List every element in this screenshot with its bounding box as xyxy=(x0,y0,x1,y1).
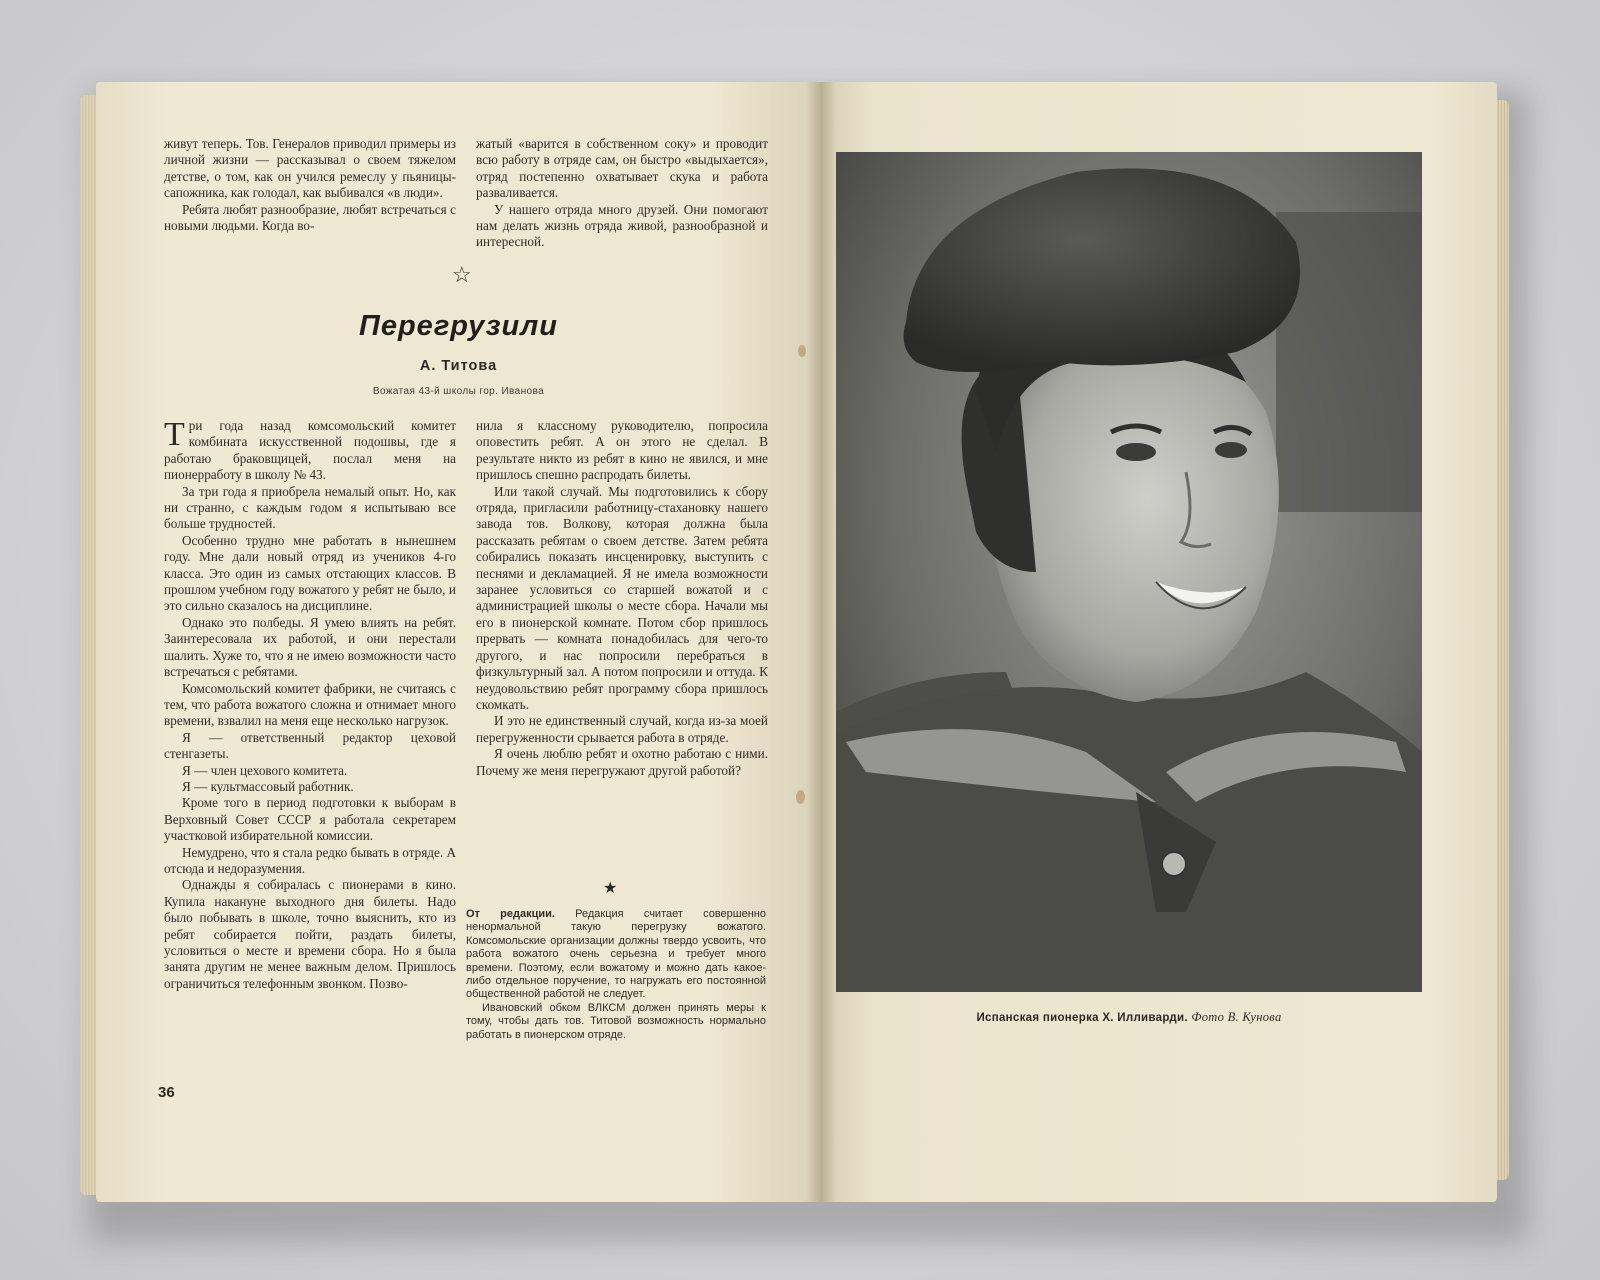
paragraph: Или такой случай. Мы подготовились к сбору отряда, пригласили работницу-стахановку нашего завода тов. Волкову, которая должна была рассказать ребятам о своем детстве. Затем ребята собирались показать инсценировку, выступить с песнями и декламацией. Я не имела возможности заранее условиться со старшей вожатой и с администрацией школы о месте сбора. Начали мы его в пионерской комнате. Потом сбор пришлось прервать — комната понадобилась для чего-то другого, и нас попросили перебраться в физкультурный зал. А потом попросили и оттуда. К неудовольствию ребят программу сбора пришлось скомкать. xyxy=(476,483,768,712)
paragraph: Я — ответственный редактор цеховой стенгазеты. xyxy=(164,729,456,762)
stain-spot xyxy=(796,790,805,804)
first-paragraph xyxy=(164,418,456,484)
portrait-image xyxy=(836,152,1422,992)
paragraph: Я очень люблю ребят и охотно работаю с ними. Почему же меня перегружают другой работой? xyxy=(476,746,768,778)
page-number: 36 xyxy=(158,1084,175,1101)
paragraph: жатый «варится в собственном соку» и проводит всю работу в отряде сам, он быстро «выдыхается», отряд постепенно охватывает скука и работа разваливается. xyxy=(476,136,768,201)
article-author: А. Титова xyxy=(419,358,498,374)
paragraph: Комсомольский комитет фабрики, не считаясь с тем, что работа вожатого сложна и отнимает много времени, взвалил на меня еще несколько нагрузок. xyxy=(164,680,456,729)
paragraph: Ребята любят разнообразие, любят встречаться с новыми людьми. Когда во- xyxy=(164,201,456,234)
continuation-right-column xyxy=(476,136,768,251)
editor-note-text: Редакция считает совершенно ненормальной такую перегрузку вожатого. Комсомольские организации должны твердо усвоить, что работа вожатого очень серьезна и требует много времени. Поэтому, если вожатому и можно дать какое-либо отдельное поручение, то нагружать его постоянной общественной работой не следует. xyxy=(466,908,766,1001)
star-outline-icon: ☆ xyxy=(452,262,472,287)
article-left-column xyxy=(164,418,456,992)
author-role: Вожатая 43-й школы гор. Иванова xyxy=(372,386,545,397)
photo-credit: Фото В. Кунова xyxy=(1191,1010,1282,1024)
book-gutter xyxy=(806,82,836,1202)
paragraph: За три года я приобрела немалый опыт. Но, как ни странно, с каждым годом я испытываю все больше трудностей. xyxy=(164,483,456,532)
editor-note-paragraph xyxy=(466,908,766,1002)
caption-text: Испанская пионерка Х. Илливарди. xyxy=(976,1012,1188,1024)
editor-note xyxy=(466,908,766,1042)
page-edges-right xyxy=(1495,100,1509,1180)
star-solid-icon: ★ xyxy=(603,880,618,897)
editor-note-label: От редакции. xyxy=(466,908,555,920)
paragraph: У нашего отряда много друзей. Они помогают нам делать жизнь отряда живой, разнообразной и интересной. xyxy=(476,201,768,250)
editor-note-paragraph-2: Ивановский обком ВЛКСМ должен принять меры к тому, чтобы дать тов. Титовой возможность нормально работать в пионерском отряде. xyxy=(466,1001,766,1041)
continuation-left-column xyxy=(164,136,456,234)
portrait-photo xyxy=(836,152,1422,992)
paragraph: нила я классному руководителю, попросила оповестить ребят. А он этого не сделал. В результате никто из ребят в кино не явился, и мне пришлось спешно распродать билеты. xyxy=(476,418,768,483)
photo-caption xyxy=(836,1010,1422,1025)
paragraph: И это не единственный случай, когда из-за моей перегруженности срывается работа в отряде. xyxy=(476,713,768,745)
paragraph: живут теперь. Тов. Генералов приводил примеры из личной жизни — рассказывал о своем тяжелом детстве, о том, как он учился ремеслу у пьяницы-сапожника, как голодал, как выбивался «в люди». xyxy=(164,136,456,201)
paragraph: Я — культмассовый работник. xyxy=(182,778,354,794)
paragraph: Однажды я собиралась с пионерами в кино. Купила накануне выходного дня билеты. Надо было побывать в школе, точно выяснить, кто из ребят собирается пойти, раздать билеты, условиться о месте и времени сбора. Но я была занята другим не менее важным делом. Пришлось ограничиться телефонным звонком. Позво- xyxy=(164,877,456,991)
article-title: Перегрузили xyxy=(358,310,559,342)
paragraph: Я — член цехового комитета. xyxy=(182,762,348,778)
paragraph: Однако это полбеды. Я умею влиять на ребят. Заинтересовала их работой, и они перестали шалить. Хуже то, что я не имею возможности часто встречаться с ребятами. xyxy=(164,614,456,680)
drop-cap: Т xyxy=(164,416,185,453)
stain-spot xyxy=(798,345,806,357)
paragraph: Немудрено, что я стала редко бывать в отряде. А отсюда и недоразумения. xyxy=(164,844,456,876)
paragraph: Особенно трудно мне работать в нынешнем году. Мне дали новый отряд из учеников 4-го класса. Это один из самых отстающих классов. В прошлом учебном году вожатого у ребят не было, и это сильно сказалось на дисциплине. xyxy=(164,532,456,614)
article-right-column xyxy=(476,418,768,779)
paragraph: Кроме того в период подготовки к выборам в Верховный Совет СССР я работала секретарем участковой избирательной комиссии. xyxy=(164,795,456,844)
first-paragraph-text: ри года назад комсомольский комитет комбината искусственной подошвы, где я работаю браковщицей, послал меня на пионерработу в школу № 43. xyxy=(164,418,456,483)
